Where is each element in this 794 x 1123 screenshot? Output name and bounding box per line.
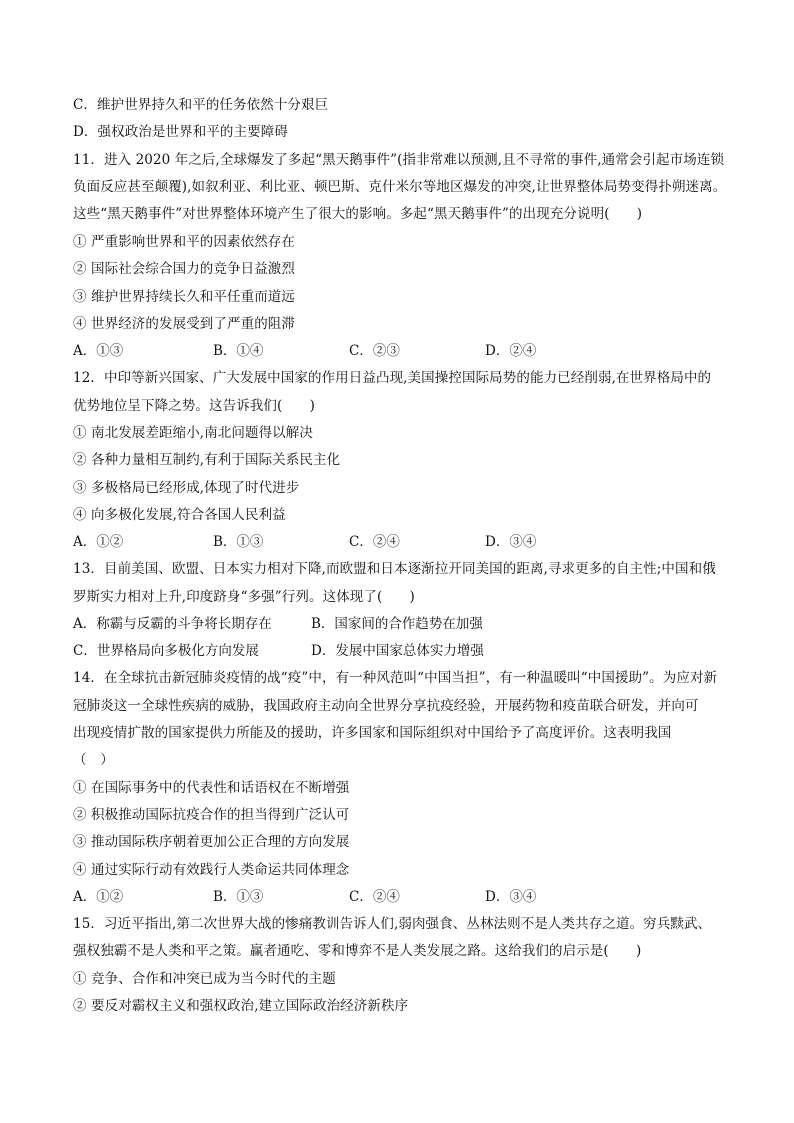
q10-option-c: C．维护世界持久和平的任务依然十分艰巨 <box>73 97 329 113</box>
q14-choice-a: A．①② <box>73 889 124 905</box>
q13-stem-line-1: 13．目前美国、欧盟、日本实力相对下降,而欧盟和日本逐渐拉开同美国的距离,寻求更多的自主性;中国和俄 <box>73 561 716 577</box>
q12-choice-b: B．①③ <box>213 534 264 550</box>
q11-item-1: ① 严重影响世界和平的因素依然存在 <box>73 234 295 250</box>
q12-item-4: ④ 向多极化发展,符合各国人民利益 <box>73 507 286 523</box>
q12-stem-line-1: 12．中印等新兴国家、广大发展中国家的作用日益凸现,美国操控国际局势的能力已经削弱,在世界格局中的 <box>73 370 712 386</box>
q13-choice-b: B．国家间的合作趋势在加强 <box>311 616 483 632</box>
q14-stem-line-2: 冠肺炎这一全球性疾病的威胁，我国政府主动向全世界分享抗疫经验，开展药物和疫苗联合研发，并向可 <box>73 698 699 714</box>
q15-stem-line-2: 强权独霸不是人类和平之策。赢者通吃、零和博弈不是人类发展之路。这给我们的启示是( ) <box>73 943 642 959</box>
q11-item-2: ② 国际社会综合国力的竞争日益激烈 <box>73 261 295 277</box>
q11-choice-b: B．①④ <box>213 343 264 359</box>
q13-choice-c: C．世界格局向多极化方向发展 <box>73 643 259 659</box>
q15-item-2: ② 要反对霸权主义和强权政治,建立国际政治经济新秩序 <box>73 998 409 1014</box>
q12-choice-c: C．②④ <box>349 534 400 550</box>
q14-choice-b: B．①③ <box>213 889 264 905</box>
q11-choice-d: D．②④ <box>485 343 537 359</box>
q15-stem-line-1: 15．习近平指出,第二次世界大战的惨痛教训告诉人们,弱肉强食、丛林法则不是人类共存之道。穷兵黩武、 <box>73 916 712 932</box>
q14-choice-d: D．③④ <box>485 889 537 905</box>
q12-choice-d: D．③④ <box>485 534 537 550</box>
q12-item-1: ① 南北发展差距缩小,南北问题得以解决 <box>73 425 313 441</box>
q14-stem-line-3: 出现疫情扩散的国家提供力所能及的援助，许多国家和国际组织对中国给予了高度评价。这表明我国 <box>73 725 672 741</box>
q14-stem-line-4: （ ） <box>73 752 114 768</box>
q12-item-2: ② 各种力量相互制约,有利于国际关系民主化 <box>73 452 341 468</box>
q11-choice-c: C．②③ <box>349 343 400 359</box>
q11-choice-a: A．①③ <box>73 343 124 359</box>
q12-choice-a: A．①② <box>73 534 124 550</box>
q14-choice-c: C．②④ <box>349 889 400 905</box>
q14-item-3: ③ 推动国际秩序朝着更加公正合理的方向发展 <box>73 834 350 850</box>
q11-stem-line-2: 负面反应甚至颠覆),如叙利亚、利比亚、顿巴斯、克什米尔等地区爆发的冲突,让世界整体局势变得扑朔迷离。 <box>73 179 727 195</box>
q12-stem-line-2: 优势地位呈下降之势。这告诉我们( ) <box>73 398 315 414</box>
q11-stem-line-3: 这些“黑天鹅事件”对世界整体环境产生了很大的影响。多起“黑天鹅事件”的出现充分说明( ) <box>73 206 643 222</box>
q10-option-d: D．强权政治是世界和平的主要障碍 <box>73 124 288 140</box>
q11-item-4: ④ 世界经济的发展受到了严重的阻滞 <box>73 316 295 332</box>
q14-item-4: ④ 通过实际行动有效践行人类命运共同体理念 <box>73 862 350 878</box>
q14-item-1: ① 在国际事务中的代表性和话语权在不断增强 <box>73 780 350 796</box>
q12-item-3: ③ 多极格局已经形成,体现了时代进步 <box>73 480 300 496</box>
q13-choice-d: D．发展中国家总体实力增强 <box>311 643 484 659</box>
q14-stem-line-1: 14．在全球抗击新冠肺炎疫情的战“疫”中，有一种风范叫“中国当担”，有一种温暖叫“中国援助”。为应对新 <box>73 670 718 686</box>
q13-stem-line-2: 罗斯实力相对上升,印度跻身“多强”行列。这体现了( ) <box>73 589 415 605</box>
q13-choice-a: A．称霸与反霸的斗争将长期存在 <box>73 616 272 632</box>
q14-item-2: ② 积极推动国际抗疫合作的担当得到广泛认可 <box>73 807 350 823</box>
q11-item-3: ③ 维护世界持续长久和平任重而道远 <box>73 289 295 305</box>
q15-item-1: ① 竞争、合作和冲突已成为当今时代的主题 <box>73 971 336 987</box>
q11-stem-line-1: 11．进入 2020 年之后,全球爆发了多起“黑天鹅事件”(指非常难以预测,且不寻常的事件,通常会引起市场连锁 <box>73 152 725 168</box>
